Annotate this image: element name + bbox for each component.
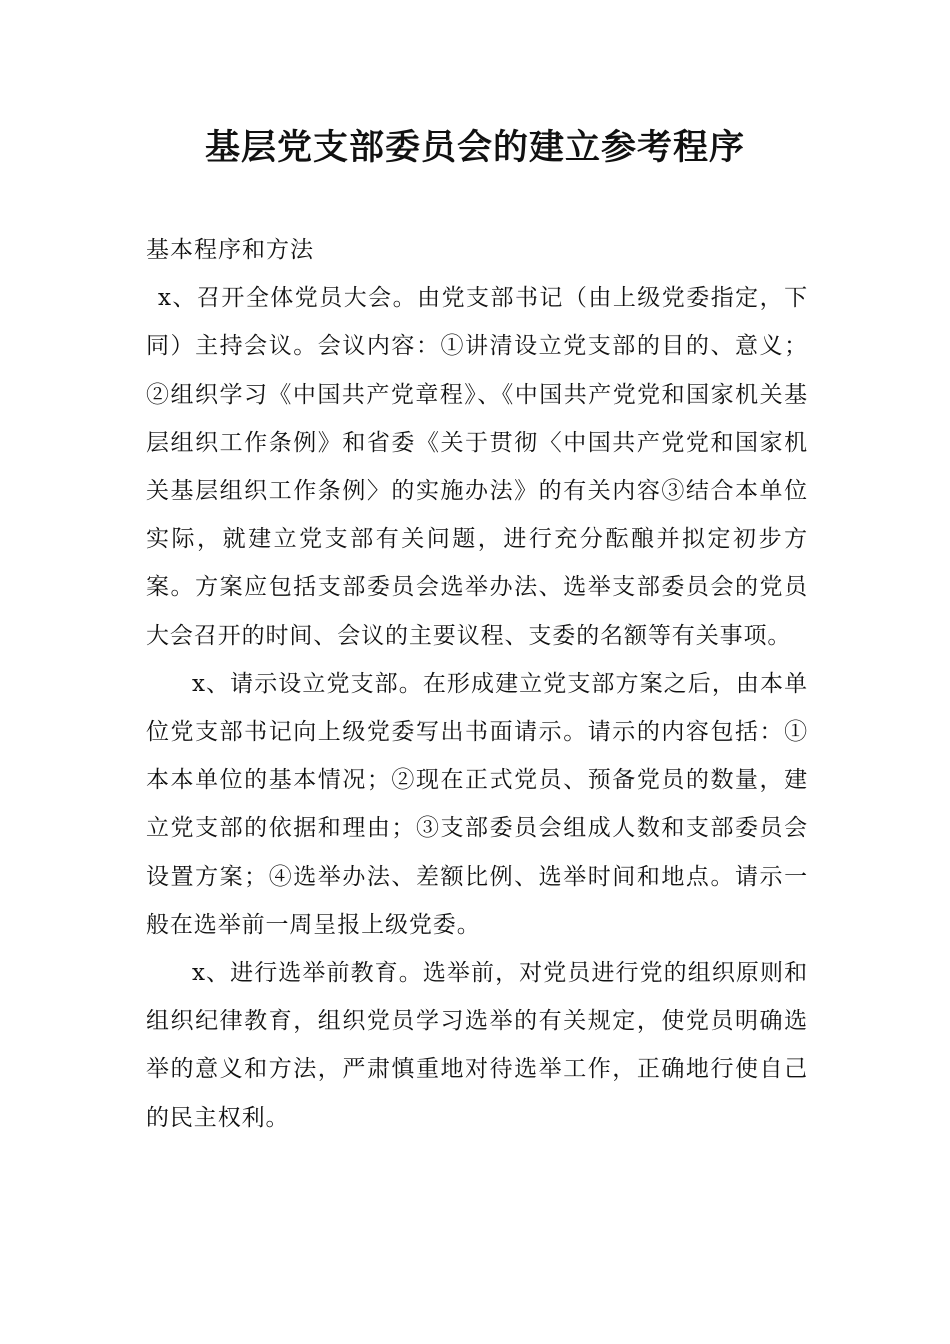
paragraph-request-approval: x、请示设立党支部。在形成建立党支部方案之后，由本单位党支部书记向上级党委写出书面请示。请示的内容包括：①本本单位的基本情况；②现在正式党员、预备党员的数量，建立党支部的依据和理由；③支部委员会组成人数和支部委员会设置方案；④选举办法、差额比例、选举时间和地点。请示一般在选举前一周呈报上级党委。	[146, 670, 808, 938]
section-heading: 基本程序和方法	[146, 237, 314, 263]
document-title: 基层党支部委员会的建立参考程序	[204, 127, 745, 168]
document-body	[146, 226, 808, 1142]
paragraph-general-meeting: x、召开全体党员大会。由党支部书记（由上级党委指定，下同）主持会议。会议内容：①讲清设立党支部的目的、意义；②组织学习《中国共产党章程》、《中国共产党党和国家机关基层组织工作条例》和省委《关于贯彻〈中国共产党党和国家机关基层组织工作条例〉的实施办法》的有关内容③结合本单位实际，就建立党支部有关问题，进行充分酝酿并拟定初步方案。方案应包括支部委员会选举办法、选举支部委员会的党员大会召开的时间、会议的主要议程、支委的名额等有关事项。	[146, 285, 808, 649]
paragraph-pre-election-education: x、进行选举前教育。选举前，对党员进行党的组织原则和组织纪律教育，组织党员学习选举的有关规定，使党员明确选举的意义和方法，严肃慎重地对待选举工作，正确地行使自己的民主权利。	[146, 960, 808, 1131]
